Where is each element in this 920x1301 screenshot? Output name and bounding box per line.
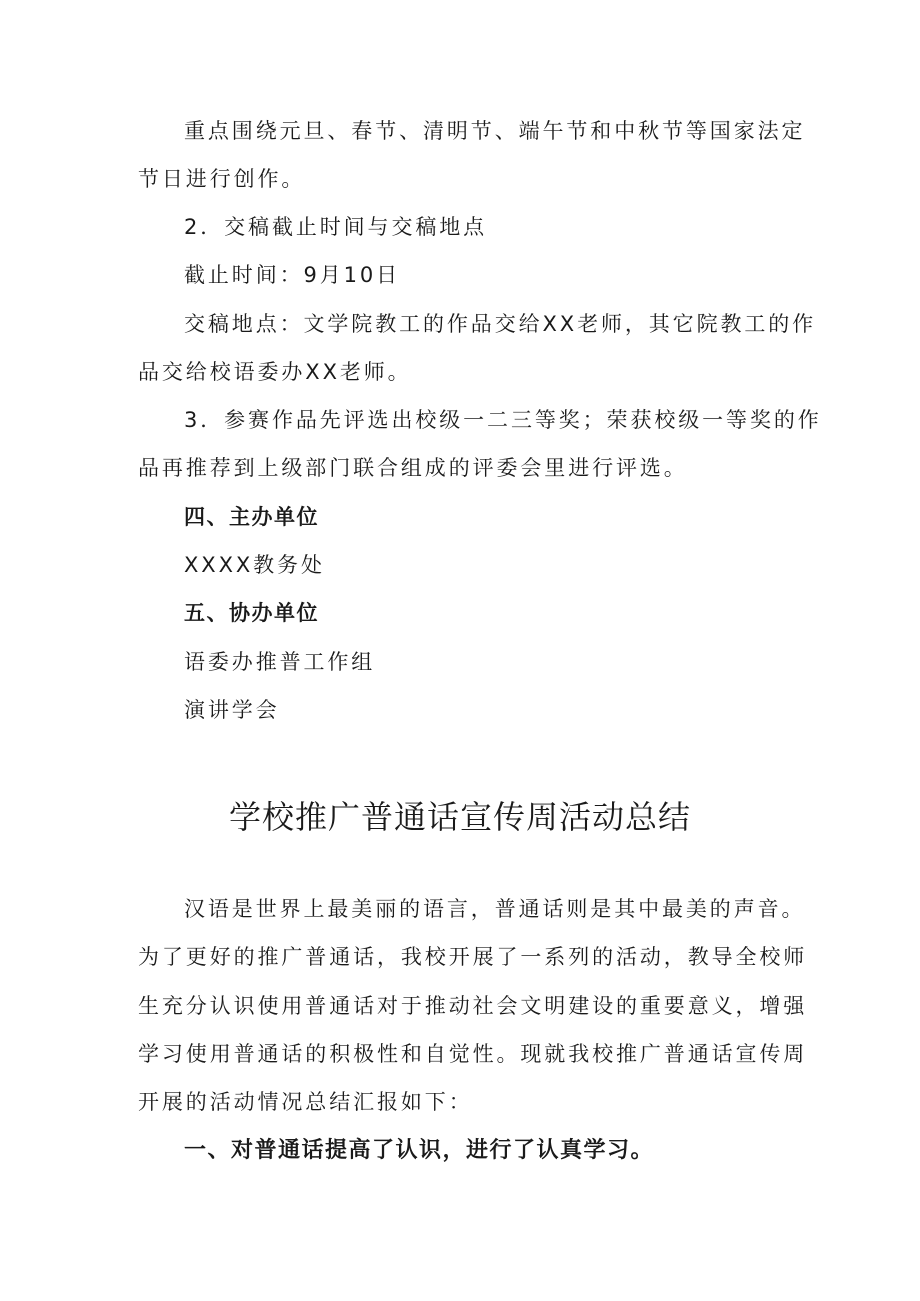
intro-line: 为了更好的推广普通话，我校开展了一系列的活动，教导全校师 xyxy=(138,945,808,969)
intro-line: 开展的活动情况总结汇报如下： xyxy=(138,1090,473,1114)
heading-co-organizer: 五、协办单位 xyxy=(184,601,319,625)
organizer-value: XXXX教务处 xyxy=(184,553,325,577)
intro-line: 学习使用普通话的积极性和自觉性。现就我校推广普通话宣传周 xyxy=(138,1042,808,1066)
paragraph-line: 品交给校语委办XX老师。 xyxy=(138,360,412,384)
deadline-line: 截止时间：9月10日 xyxy=(184,263,401,287)
list-item-2: 2．交稿截止时间与交稿地点 xyxy=(184,215,488,239)
article-title: 学校推广普通话宣传周活动总结 xyxy=(228,798,691,836)
heading-organizer: 四、主办单位 xyxy=(184,505,319,529)
paragraph-line: 品再推荐到上级部门联合组成的评委会里进行评选。 xyxy=(138,456,688,480)
paragraph-line: 重点围绕元旦、春节、清明节、端午节和中秋节等国家法定 xyxy=(184,119,806,143)
co-organizer-item: 语委办推普工作组 xyxy=(184,650,376,674)
intro-line: 汉语是世界上最美丽的语言，普通话则是其中最美的声音。 xyxy=(184,897,806,921)
paragraph-line: 节日进行创作。 xyxy=(138,167,306,191)
co-organizer-item: 演讲学会 xyxy=(184,698,280,722)
list-item-3: 3．参赛作品先评选出校级一二三等奖；荣获校级一等奖的作 xyxy=(184,408,822,432)
intro-line: 生充分认识使用普通话对于推动社会文明建设的重要意义，增强 xyxy=(138,994,808,1018)
submission-place-line: 交稿地点：文学院教工的作品交给XX老师，其它院教工的作 xyxy=(184,312,817,336)
section-heading-1: 一、对普通话提高了认识，进行了认真学习。 xyxy=(184,1138,655,1163)
